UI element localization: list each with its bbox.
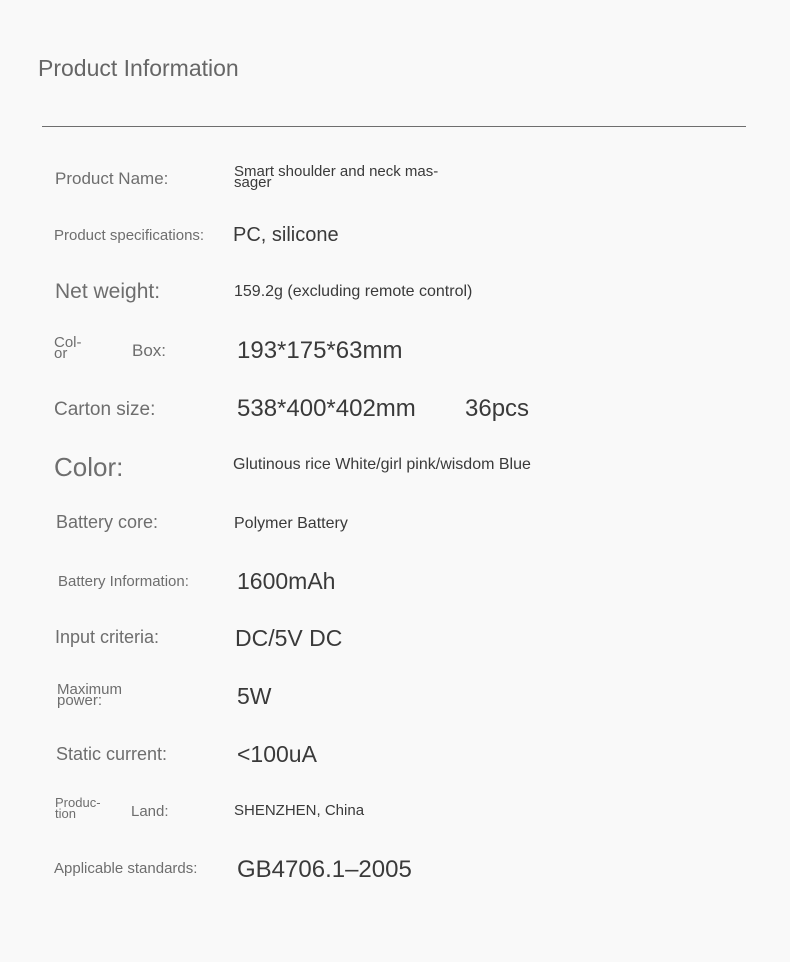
title-divider	[42, 126, 746, 127]
production-land-label-prefix: Produc- tion	[55, 795, 101, 821]
color-box-label-prefix: Col- or	[54, 334, 82, 362]
static-current-label: Static current:	[56, 744, 168, 764]
static-current-value: <100uA	[237, 741, 317, 767]
color-box-label: Box:	[132, 341, 167, 360]
product-name-value: Smart shoulder and neck mas- sager	[234, 163, 439, 191]
color-value: Glutinous rice White/girl pink/wisdom Blue	[233, 456, 531, 473]
production-land-value: SHENZHEN, China	[234, 802, 365, 819]
product-specifications-label: Product specifications:	[54, 227, 205, 244]
input-criteria-label: Input criteria:	[55, 627, 160, 647]
product-name-label: Product Name:	[55, 169, 169, 188]
battery-core-label: Battery core:	[56, 512, 159, 532]
color-label: Color:	[54, 452, 124, 482]
page-title: Product Information	[38, 55, 239, 81]
product-specifications-value: PC, silicone	[233, 224, 339, 246]
battery-information-label: Battery Information:	[58, 573, 189, 590]
color-box-value: 193*175*63mm	[237, 337, 403, 364]
input-criteria-value: DC/5V DC	[235, 625, 343, 651]
maximum-power-value: 5W	[237, 683, 272, 709]
maximum-power-label: Maximum power:	[57, 681, 123, 709]
battery-core-value: Polymer Battery	[234, 515, 348, 532]
carton-size-value: 538*400*402mm	[237, 395, 416, 422]
net-weight-label: Net weight:	[55, 280, 161, 303]
applicable-standards-label: Applicable standards:	[54, 860, 198, 877]
net-weight-value: 159.2g (excluding remote control)	[234, 283, 473, 300]
carton-size-label: Carton size:	[54, 399, 156, 420]
production-land-label: Land:	[131, 803, 169, 820]
battery-information-value: 1600mAh	[237, 568, 336, 594]
applicable-standards-value: GB4706.1–2005	[237, 856, 412, 883]
carton-quantity-value: 36pcs	[465, 395, 530, 422]
